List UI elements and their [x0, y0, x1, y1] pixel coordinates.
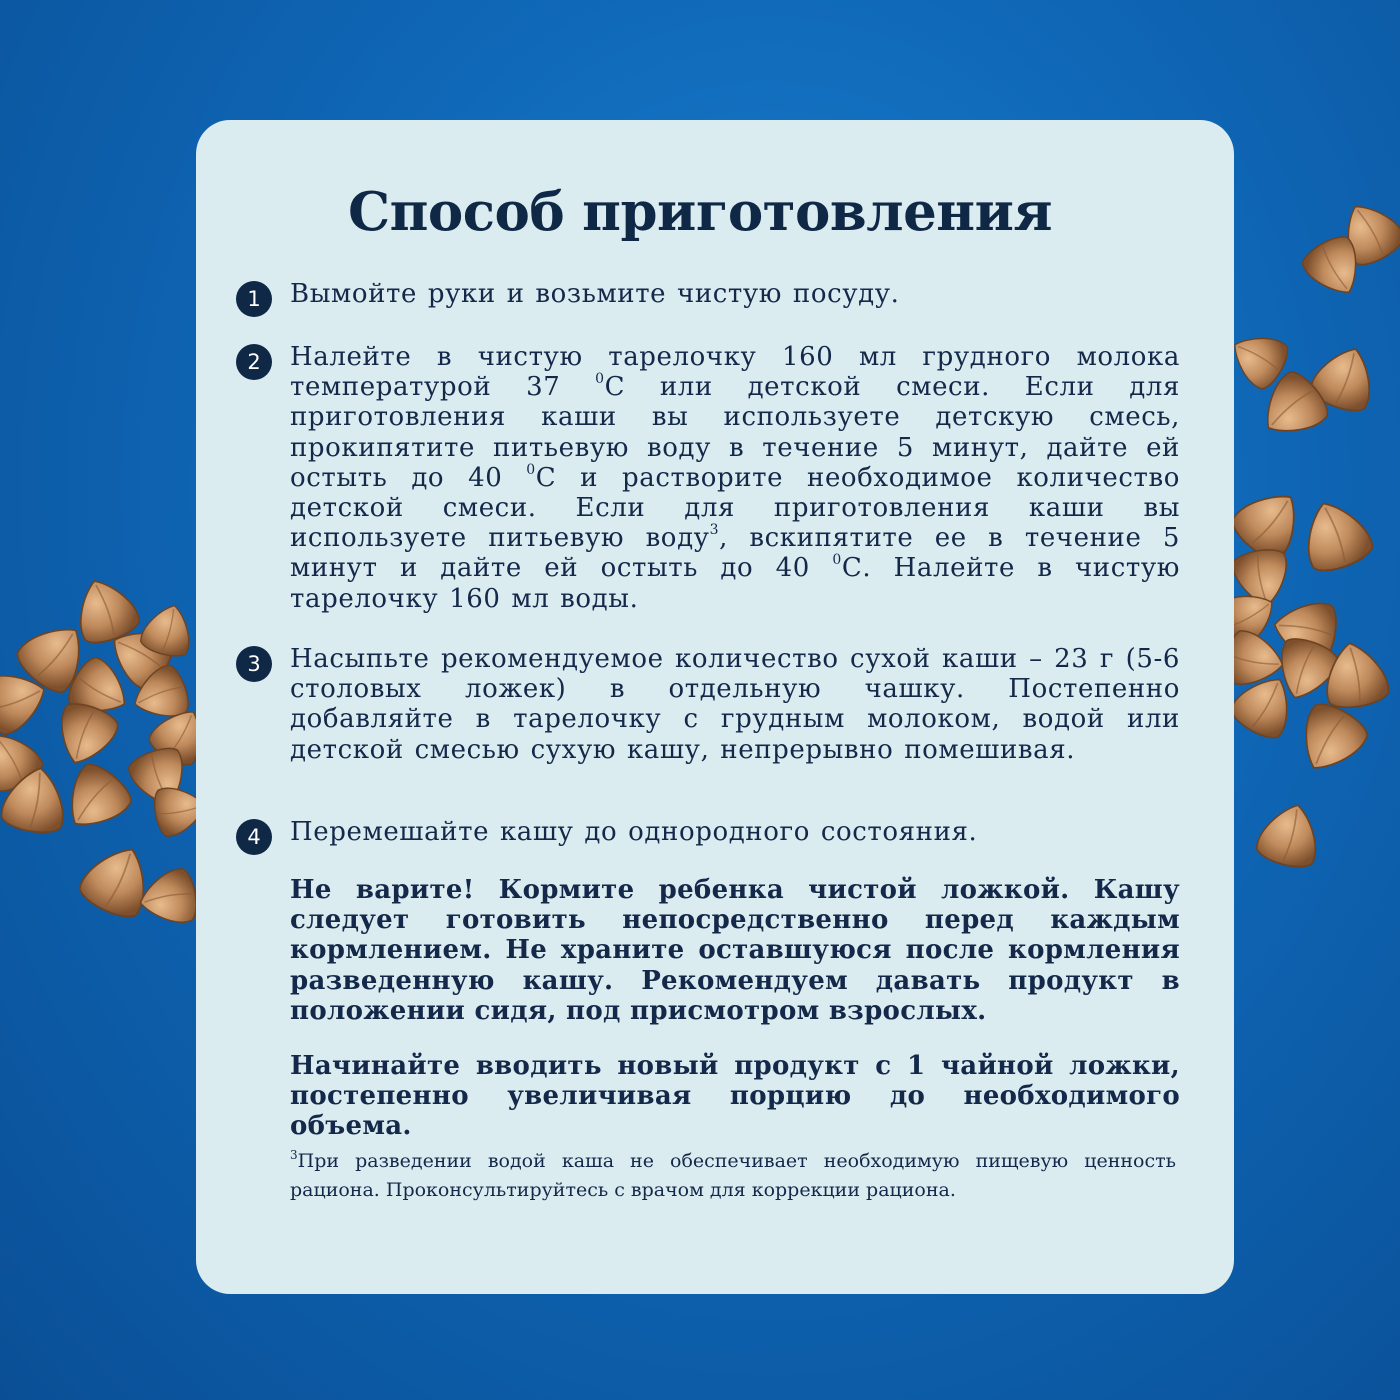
warning-paragraph: Не варите! Кормите ребенка чистой ложкой. Кашу следует готовить непосредственно перед каждым кормлением. Не храните оставшуюся после кормления разведенную кашу. Рекомендуем давать продукт в положении сидя, под присмотром взрослых.	[290, 875, 1180, 1026]
step-number-badge: 2	[236, 344, 272, 380]
footnote-marker: 3	[290, 1148, 298, 1162]
step-text: Насыпьте рекомендуемое количество сухой каши – 23 г (5-6 столовых ложек) в отдельную чашку. Постепенно добавляйте в тарелочку с грудным молоком, водой или детской смесью сухую кашу, непрерывно помешивая.	[290, 644, 1180, 765]
step-number-badge: 1	[236, 281, 272, 317]
step-number-badge: 4	[236, 819, 272, 855]
page-title: Способ приготовления	[347, 181, 1053, 243]
introduction-note: Начинайте вводить новый продукт с 1 чайной ложки, постепенно увеличивая порцию до необходимого объема.	[290, 1051, 1180, 1142]
step-text: Вымойте руки и возьмите чистую посуду.	[290, 279, 900, 309]
step-text: Налейте в чистую тарелочку 160 мл грудного молока температурой 37 $^0$С или детской смеси. Если для приготовления каши вы используете детскую смесь, прокипятите питьевую воду в течение 5 минут, дайте ей остыть до 40 $^0$С и растворите необходимое количество детской смеси. Если для приготовления каши вы используете питьевую воду$^3$, вскипятите ее в течение 5 минут и дайте ей остыть до 40 $^0$С. Налейте в чистую тарелочку 160 мл воды.	[290, 342, 1181, 614]
footnote-text: При разведении водой каша не обеспечивает необходимую пищевую ценность рациона. Проконсультируйтесь с врачом для коррекции рациона.	[290, 1150, 1176, 1201]
step-number-badge: 3	[236, 646, 272, 682]
step-text: Перемешайте кашу до однородного состояния.	[290, 817, 978, 847]
footnote	[290, 1147, 1176, 1204]
